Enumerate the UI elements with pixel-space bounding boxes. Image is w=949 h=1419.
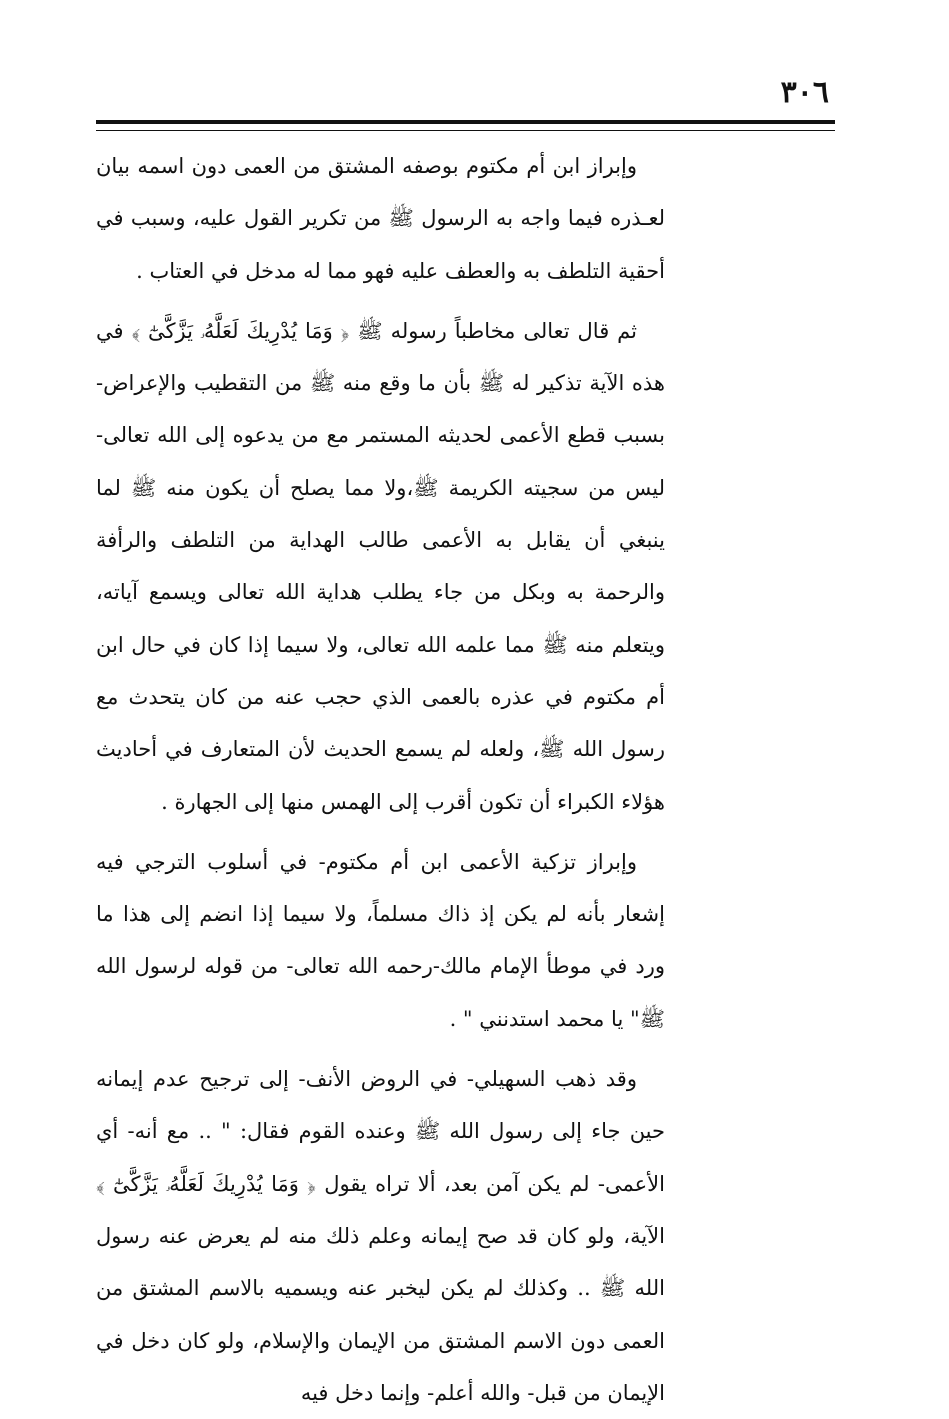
paragraph-2: ثم قال تعالى مخاطباً رسوله ﷺ ﴿ وَمَا يُدْرِيكَ لَعَلَّهُۥ يَزَّكَّىٰٓ ﴾ في هذه الآية تذكير له ﷺ بأن ما وقع منه ﷺ من التقطيب والإعراض- بسبب قطع الأعمى لحديثه المستمر مع من يدعوه إلى الله تعالى- ليس من سجيته الكريمة ﷺ،ولا مما يصلح أن يكون منه ﷺ لما ينبغي أن يقابل به الأعمى طالب الهداية من التلطف والرأفة والرحمة به وبكل من جاء يطلب هداية الله تعالى ويسمع آياته، ويتعلم منه ﷺ مما علمه الله تعالى، ولا سيما إذا كان في حال ابن أم مكتوم في عذره بالعمى الذي حجب عنه من كان يتحدث مع رسول الله ﷺ، ولعله لم يسمع الحديث لأن المتعارف في أحاديث هؤلاء الكبراء أن تكون أقرب إلى الهمس منها إلى الجهارة . xyxy=(96,318,665,814)
page-number: ٣٠٦ xyxy=(780,75,829,110)
paragraph-1: وإبراز ابن أم مكتوم بوصفه المشتق من العمى دون اسمه بيان لعـذره فيما واجه به الرسول ﷺ من تكرير القول عليه، وسبب في أحقية التلطف به والعطف عليه فهو مما له مدخل في العتاب . xyxy=(96,154,665,283)
body-text xyxy=(96,140,665,1419)
paragraph-4: وقد ذهب السهيلي- في الروض الأنف- إلى ترجيح عدم إيمانه حين جاء إلى رسول الله ﷺ وعنده القوم فقال: " .. مع أنه- أي الأعمى- لم يكن آمن بعد، ألا تراه يقول ﴿ وَمَا يُدْرِيكَ لَعَلَّهُۥ يَزَّكَّىٰٓ ﴾ الآية، ولو كان قد صح إيمانه وعلم ذلك منه لم يعرض عنه رسول الله ﷺ .. وكذلك لم يكن ليخبر عنه ويسميه بالاسم المشتق من العمى دون الاسم المشتق من الإيمان والإسلام، ولو كان دخل في الإيمان من قبل- والله أعلم- وإنما دخل فيه xyxy=(96,1067,665,1405)
paragraph-gap xyxy=(96,828,665,836)
paragraph-3: وإبراز تزكية الأعمى ابن أم مكتوم- في أسلوب الترجي فيه إشعار بأنه لم يكن إذ ذاك مسلماً، ولا سيما إذا انضم إلى هذا ما ورد في موطأ الإمام مالك-رحمه الله تعالى- من قوله لرسول الله ﷺ" يا محمد استدنني " . xyxy=(96,849,665,1031)
paragraph-gap xyxy=(96,297,665,305)
paragraph-gap xyxy=(96,1045,665,1053)
header-rule xyxy=(96,120,835,131)
